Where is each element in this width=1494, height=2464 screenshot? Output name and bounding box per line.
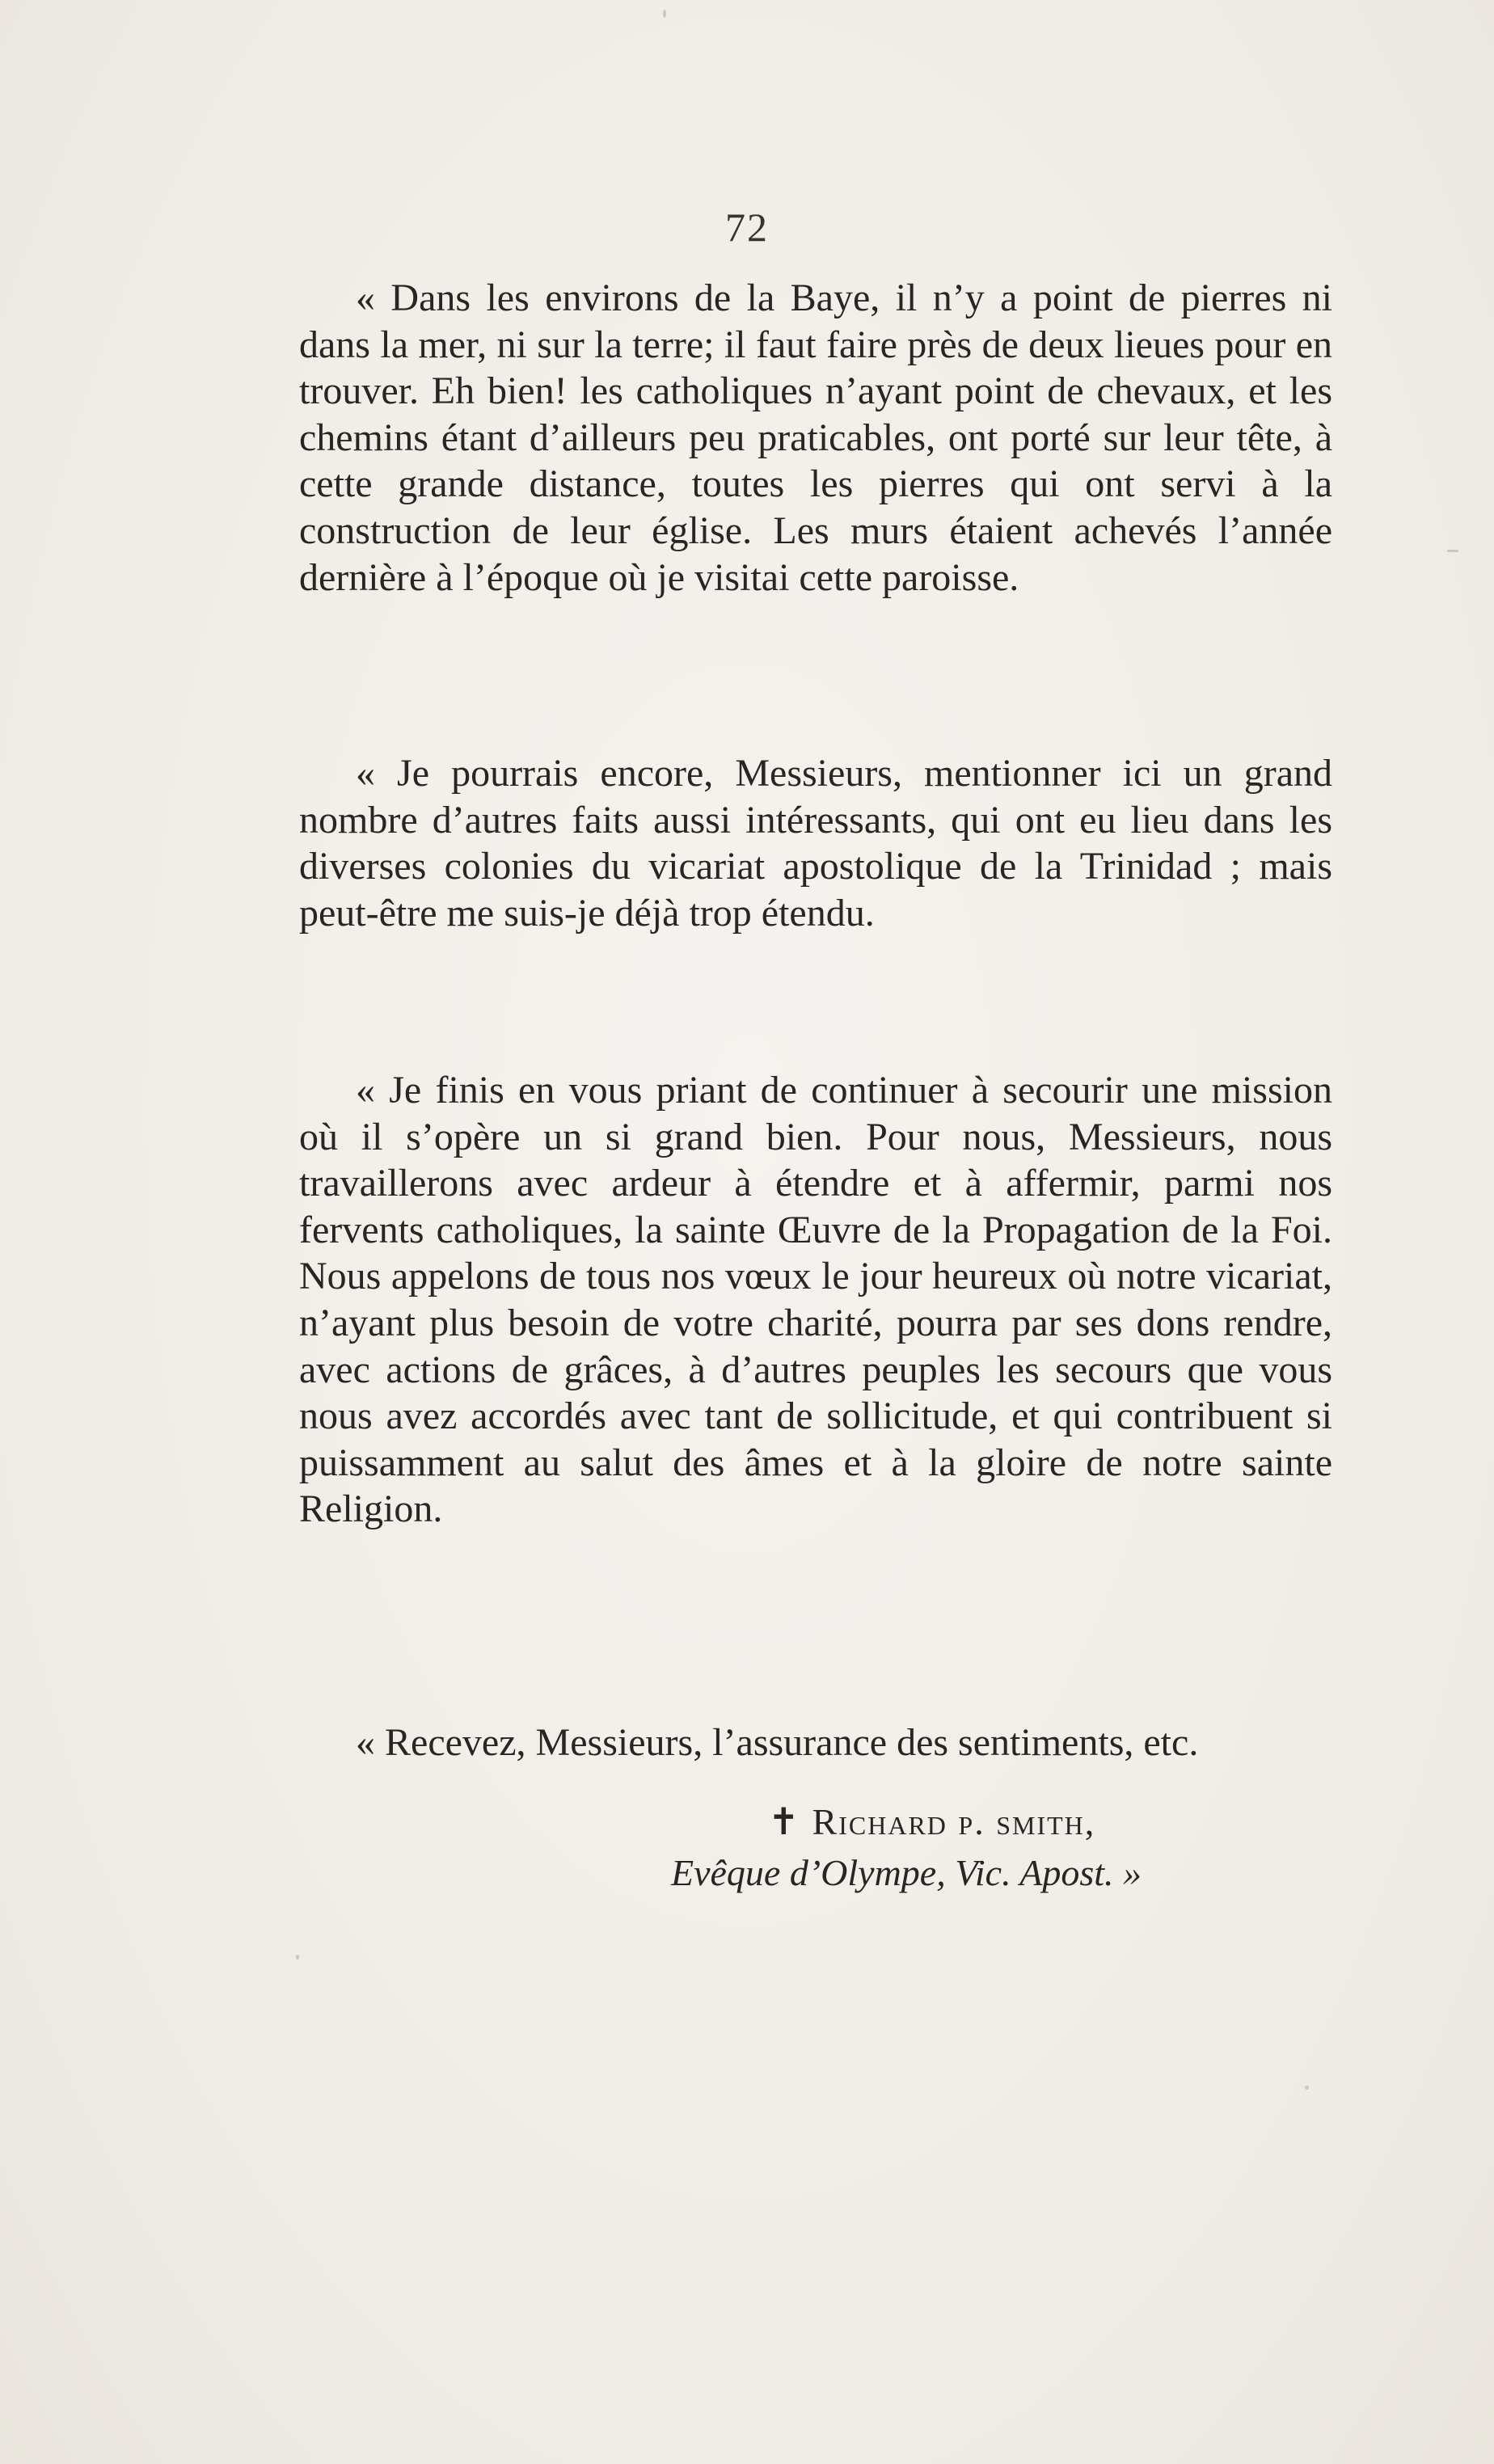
paragraph-text: « Recevez, Messieurs, l’assurance des sentiments, etc.: [356, 1721, 1199, 1764]
paragraph-text: « Dans les environs de la Baye, il n’y a point de pierres ni dans la mer, ni sur la terre; il faut faire près de deux lieues pour en trouver. Eh bien! les catholiques n’ayant point de chevaux, et les chemins étant d’ailleurs peu praticables, ont porté sur leur tête, à cette grande distance, toutes les pierres qui ont servi à la construction de leur église. Les murs étaient achevés l’année dernière à l’époque où je visitai cette paroisse.: [299, 276, 1332, 599]
cross-icon: ✝: [768, 1801, 800, 1842]
paper-speck: [663, 10, 666, 18]
page-number: 72: [725, 205, 769, 250]
paragraph-closing-appeal: [299, 1067, 1332, 1533]
paragraph-other-facts: [299, 750, 1332, 936]
paper-speck: [1447, 550, 1458, 552]
paragraph-salutation: [299, 1719, 1332, 1766]
signature-name: [768, 1799, 1415, 1846]
paper-speck: [1305, 2086, 1309, 2090]
paragraph-baye-church: [299, 275, 1332, 601]
paragraph-text: « Je pourrais encore, Messieurs, mentionner ici un grand nombre d’autres faits aussi intéressants, qui ont eu lieu dans les diverses colonies du vicariat apostolique de la Trinidad ; mais peut-être me suis-je déjà trop étendu.: [299, 752, 1332, 935]
signer-name: Richard p. smith,: [812, 1801, 1096, 1842]
paragraph-text: « Je finis en vous priant de continuer à secourir une mission où il s’opère un si grand bien. Pour nous, Messieurs, nous travaillerons avec ardeur à étendre et à affermir, parmi nos fervents catholiques, la sainte Œuvre de la Propagation de la Foi. Nous appelons de tous nos vœux le jour heureux où notre vicariat, n’ayant plus besoin de votre charité, pourra par ses dons rendre, avec actions de grâces, à d’autres peuples les secours que vous nous avez accordés avec tant de sollicitude, et qui contribuent si puissamment au salut des âmes et à la gloire de notre sainte Religion.: [299, 1069, 1332, 1531]
paper-speck: [296, 1955, 299, 1960]
signature-title: Evêque d’Olympe, Vic. Apost. »: [671, 1852, 1142, 1893]
